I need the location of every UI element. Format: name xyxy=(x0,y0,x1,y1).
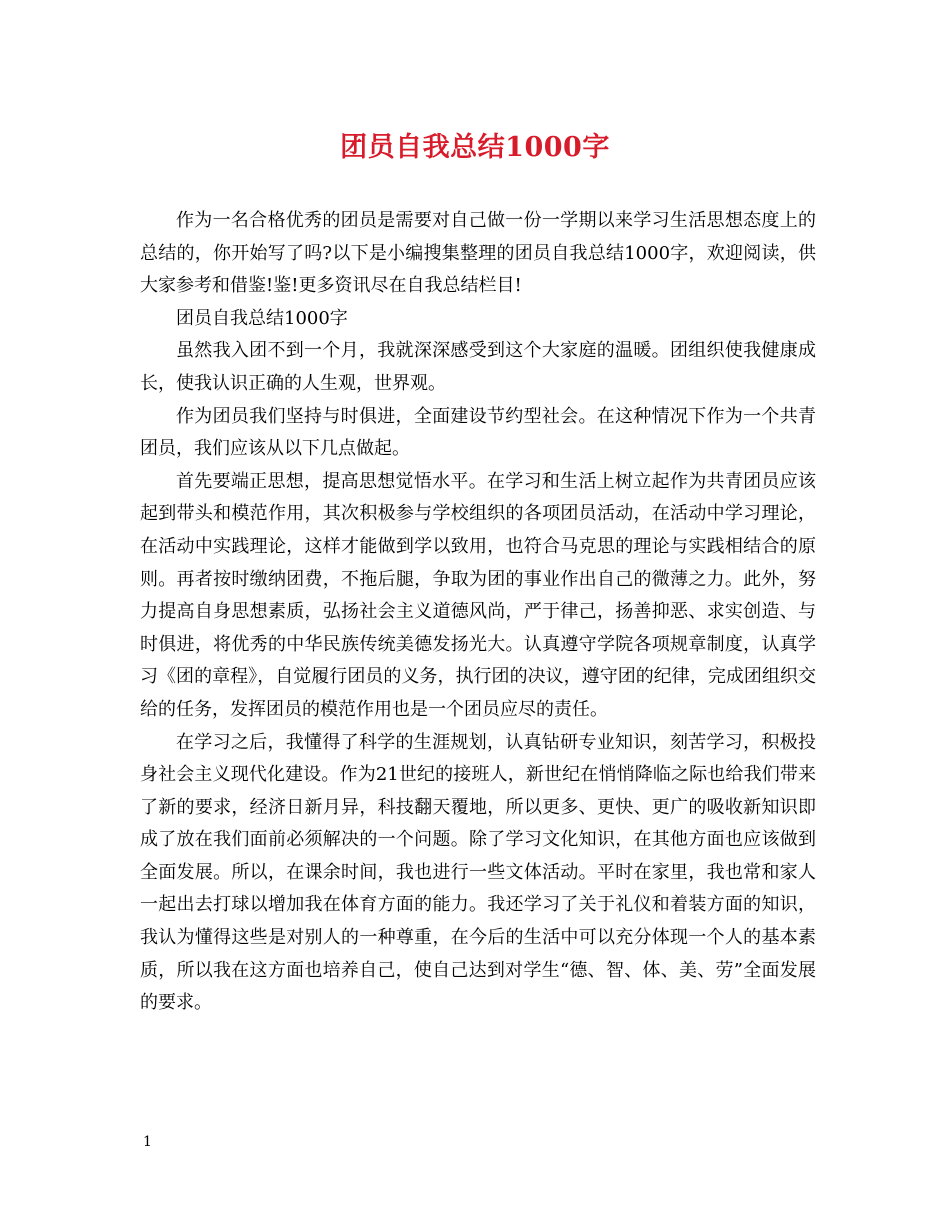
document-body xyxy=(140,205,816,1020)
page-number: 1 xyxy=(143,1134,152,1150)
document-title: 团员自我总结1000字 xyxy=(340,132,610,163)
body-paragraph-4: 在学习之后，我懂得了科学的生涯规划，认真钻研专业知识，刻苦学习，积极投身社会主义现代化建设。作为21世纪的接班人，新世纪在悄悄降临之际也给我们带来了新的要求，经济日新月异，科技翻天覆地，所以更多、更快、更广的吸收新知识即成了放在我们面前必须解决的一个问题。除了学习文化知识，在其他方面也应该做到全面发展。所以，在课余时间，我也进行一些文体活动。平时在家里，我也常和家人一起出去打球以增加我在体育方面的能力。我还学习了关于礼仪和着装方面的知识，我认为懂得这些是对别人的一种尊重，在今后的生活中可以充分体现一个人的基本素质，所以我在这方面也培养自己，使自己达到对学生“德、智、体、美、劳”全面发展的要求。 xyxy=(140,731,816,1014)
body-paragraph-1: 虽然我入团不到一个月，我就深深感受到这个大家庭的温暖。团组织使我健康成长，使我认识正确的人生观，世界观。 xyxy=(140,340,816,394)
body-paragraph-2: 作为团员我们坚持与时俱进，全面建设节约型社会。在这种情况下作为一个共青团员，我们应该从以下几点做起。 xyxy=(140,405,816,460)
section-heading: 团员自我总结1000字 xyxy=(176,307,348,329)
body-paragraph-3: 首先要端正思想，提高思想觉悟水平。在学习和生活上树立起作为共青团员应该起到带头和模范作用，其次积极参与学校组织的各项团员活动，在活动中学习理论，在活动中实践理论，这样才能做到学以致用，也符合马克思的理论与实践相结合的原则。再者按时缴纳团费，不拖后腿，争取为团的事业作出自己的微薄之力。此外，努力提高自身思想素质，弘扬社会主义道德风尚，严于律己，扬善抑恶、求实创造、与时俱进，将优秀的中华民族传统美德发扬光大。认真遵守学院各项规章制度，认真学习《团的章程》，自觉履行团员的义务，执行团的决议，遵守团的纪律，完成团组织交给的任务，发挥团员的模范作用也是一个团员应尽的责任。 xyxy=(140,470,816,720)
intro-paragraph: 作为一名合格优秀的团员是需要对自己做一份一学期以来学习生活思想态度上的总结的，你开始写了吗?以下是小编搜集整理的团员自我总结1000字，欢迎阅读，供大家参考和借鉴!鉴!更多资讯尽在自我总结栏目! xyxy=(140,210,816,297)
